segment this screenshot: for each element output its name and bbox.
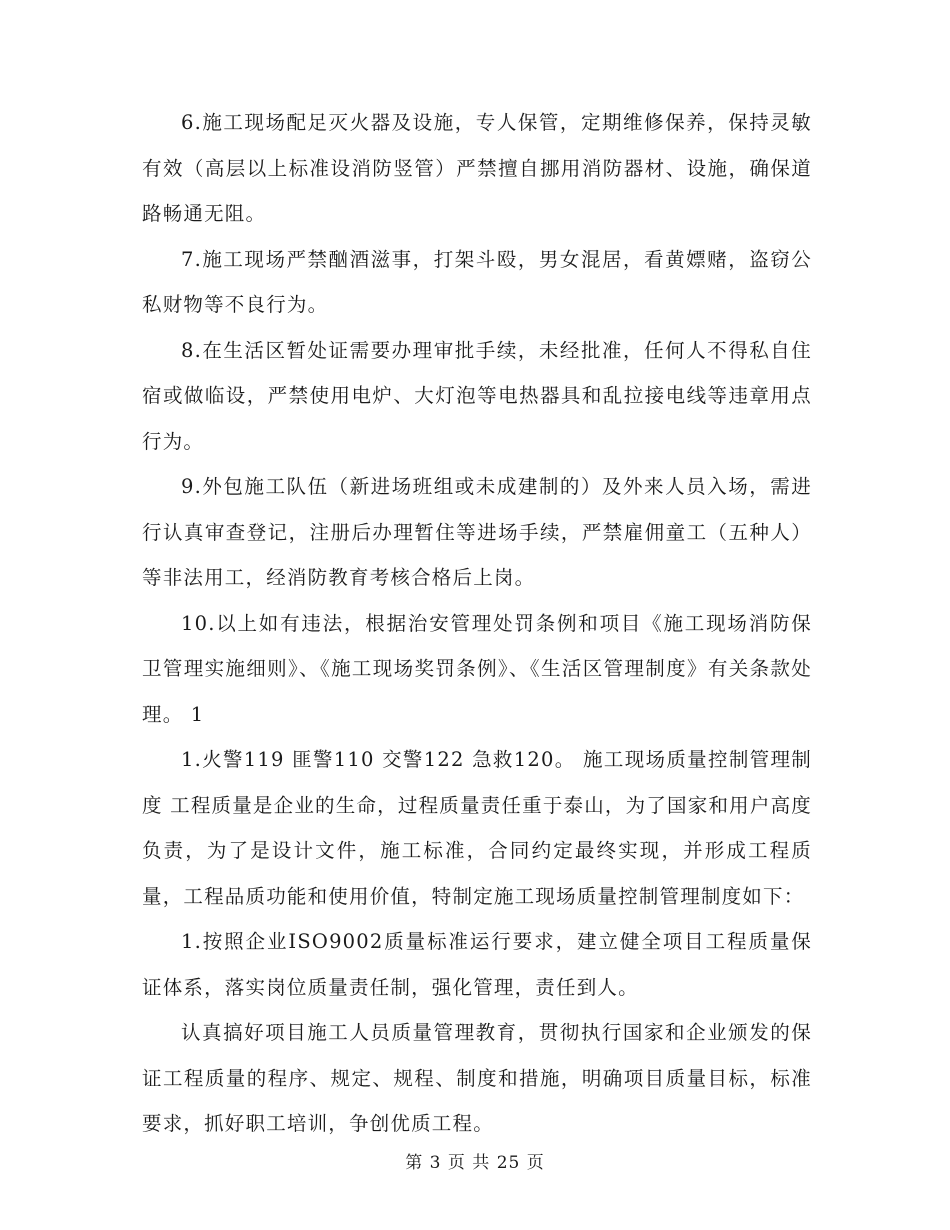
paragraph-10-penalties: 10.以上如有违法，根据治安管理处罚条例和项目《施工现场消防保卫管理实施细则》、《施工现场奖罚条例》、《生活区管理制度》有关条款处理。 1 <box>142 611 812 726</box>
paragraph-9-outsourced-teams: 9.外包施工队伍（新进场班组或未成建制的）及外来人员入场，需进行认真审查登记，注册后办理暂住等进场手续，严禁雇佣童工（五种人）等非法用工，经消防教育考核合格后上岗。 <box>142 475 812 589</box>
page-number-label: 第 3 页 共 25 页 <box>405 1153 545 1173</box>
paragraph-6-fire-equipment: 6.施工现场配足灭火器及设施，专人保管，定期维修保养，保持灵敏有效（高层以上标准设消防竖管）严禁擅自挪用消防器材、设施，确保道路畅通无阻。 <box>142 111 812 225</box>
paragraph-quality-education: 认真搞好项目施工人员质量管理教育，贯彻执行国家和企业颁发的保证工程质量的程序、规定、规程、制度和措施，明确项目质量目标，标准要求，抓好职工培训，争创优质工程。 <box>142 1021 812 1135</box>
document-body <box>142 100 812 1147</box>
paragraph-quality-system: 1.按照企业ISO9002质量标准运行要求，建立健全项目工程质量保证体系，落实岗位质量责任制，强化管理，责任到人。 <box>142 930 812 999</box>
page-footer <box>0 1148 950 1173</box>
paragraph-8-residence-approval: 8.在生活区暂处证需要办理审批手续，未经批准，任何人不得私自住宿或做临设，严禁使用电炉、大灯泡等电热器具和乱拉接电线等违章用点行为。 <box>142 338 812 453</box>
paragraph-7-prohibited-behavior: 7.施工现场严禁酗酒滋事，打架斗殴，男女混居，看黄嫖赌，盗窃公私财物等不良行为。 <box>142 247 812 316</box>
paragraph-emergency-numbers-quality-intro: 1.火警119 匪警110 交警122 急救120。 施工现场质量控制管理制度 工程质量是企业的生命，过程质量责任重于泰山，为了国家和用户高度负责，为了是设计文件，施工标准，合同约定最终实现，并形成工程质量，工程品质功能和使用价值，特制定施工现场质量控制管理制度如下： <box>142 748 812 908</box>
